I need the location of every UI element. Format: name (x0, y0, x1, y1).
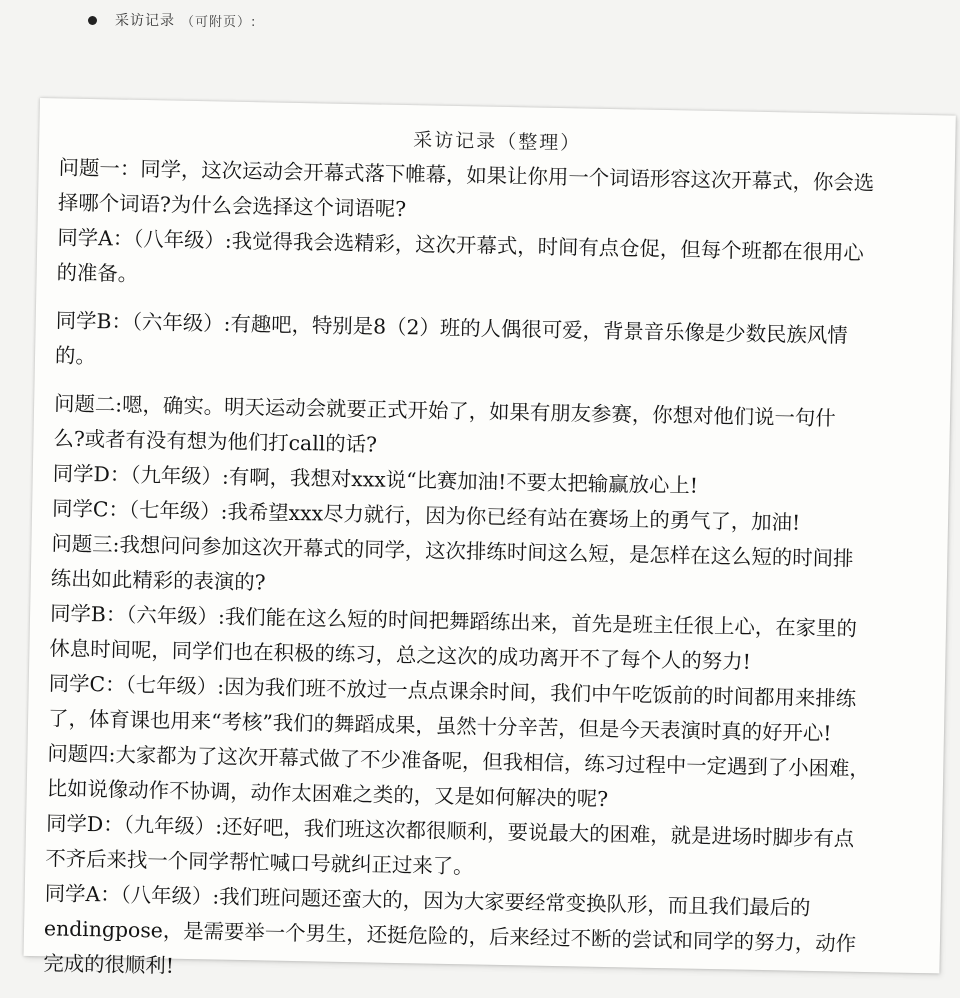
text-line: 择哪个词语?为什么会选择这个词语呢? (57, 190, 407, 222)
text-line: 同学B：（六年级）:我们能在这么短的时间把舞蹈练出来，首先是班主任很上心，在家里的 (49, 601, 858, 641)
text-line: 同学C：（七年级）:因为我们班不放过一点点课余时间，我们中午吃饭前的时间都用来排练 (48, 671, 857, 711)
header-sub-label: （可附页）: (181, 14, 257, 30)
text-line: 的准备。 (56, 260, 139, 286)
text-line: 同学C：（七年级）:我希望xxx尽力就行，因为你已经有站在赛场上的勇气了，加油! (51, 496, 801, 535)
form-header (88, 10, 256, 30)
text-line: 同学A：（八年级）:我觉得我会选精彩，这次开幕式，时间有点仓促，但每个班都在很用心 (57, 225, 865, 265)
text-line: 的。 (54, 343, 97, 369)
text-line: 问题二:嗯，确实。明天运动会就要正式开始了，如果有朋友参赛，你想对他们说一句什 (53, 391, 836, 431)
document-title: 采访记录（整理） (413, 129, 582, 155)
text-line: 不齐后来找一个同学帮忙喊口号就纠正过来了。 (45, 846, 474, 879)
text-line: 同学D：（九年级）:有啊，我想对xxx说“比赛加油!不要太把输赢放心上! (52, 461, 699, 498)
text-line: 了，体育课也用来“考核”我们的舞蹈成果，虽然十分辛苦，但是今天表演时真的好开心! (47, 706, 832, 746)
text-line: 休息时间呢，同学们也在积极的练习，总之这次的成功离开不了每个人的努力! (49, 636, 752, 674)
text-line: 么?或者有没有想为他们打call的话? (53, 426, 378, 457)
bullet-icon (88, 16, 97, 25)
text-line: 问题四:大家都为了这次开幕式做了不少准备呢，但我相信，练习过程中一定遇到了小困难， (47, 741, 871, 782)
text-line: 练出如此精彩的表演的? (50, 566, 266, 595)
text-line: 比如说像动作不协调，动作太困难之类的，又是如何解决的呢? (46, 776, 609, 812)
text-line: 问题一：同学，这次运动会开幕式落下帷幕，如果让你用一个词语形容这次开幕式，你会选 (58, 155, 875, 196)
interview-content (43, 150, 949, 998)
text-line: 同学B：（六年级）:有趣吧，特别是8（2）班的人偶很可爱，背景音乐像是少数民族风情 (55, 308, 848, 348)
text-line: 问题三:我想问问参加这次开幕式的同学，这次排练时间这么短，是怎样在这么短的时间排 (51, 531, 854, 571)
text-line: 同学A：（八年级）:我们班问题还蛮大的，因为大家要经常变换队形，而且我们最后的 (44, 881, 811, 920)
text-line: endingpose，是需要举一个男生，还挺危险的，后来经过不断的尝试和同学的努力，动作 (43, 916, 857, 956)
text-line: 完成的很顺利! (43, 951, 175, 978)
header-label: 采访记录 (115, 13, 175, 29)
text-line: 同学D：（九年级）:还好吧，我们班这次都很顺利，要说最大的困难，就是进场时脚步有点 (45, 811, 855, 851)
attached-paper (24, 98, 956, 978)
